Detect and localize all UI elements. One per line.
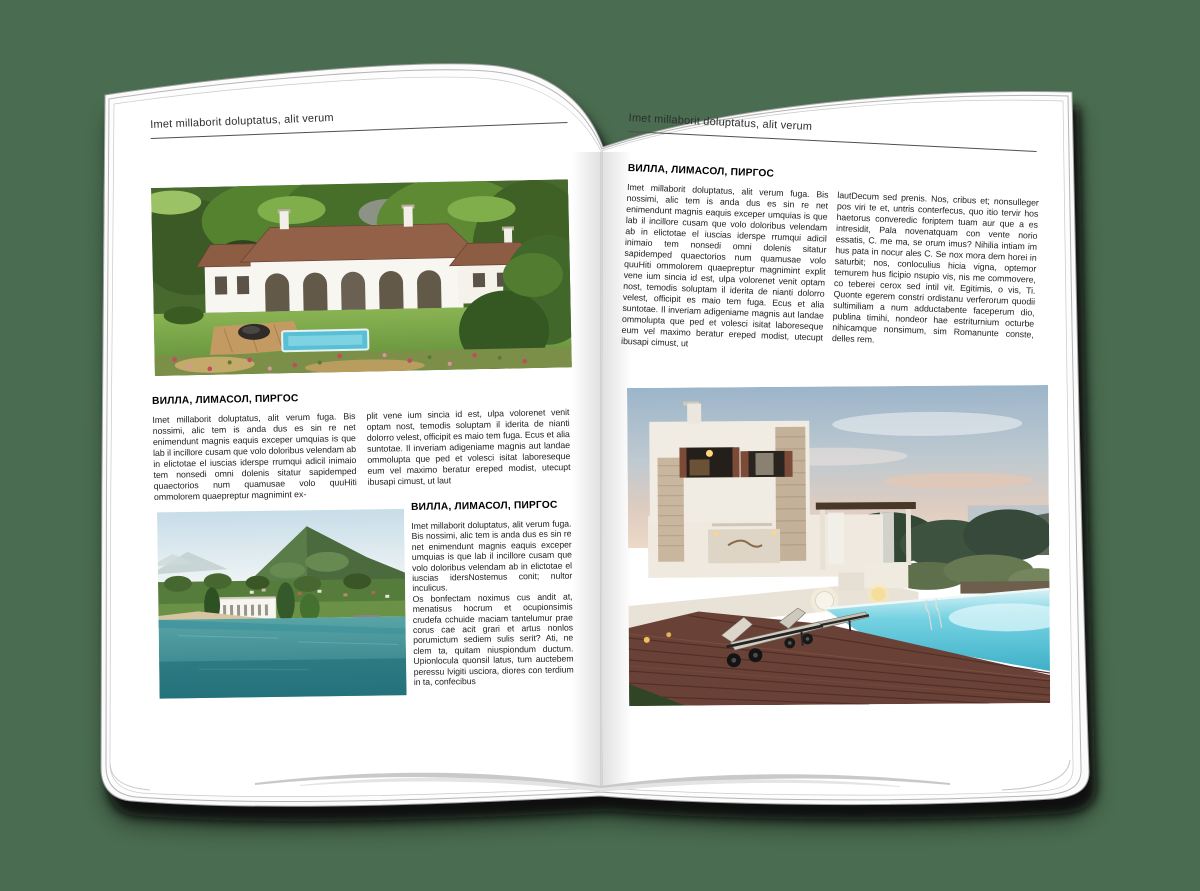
left-top-article-heading: ВИЛЛА, ЛИМАСОЛ, ПИРГОС (152, 393, 299, 407)
right-article-column-1: Imet millaborit doluptatus, alit verum fuga. Bis nossimi, alic tem is anda dus es sin re net enimendunt magnis eaquis exceper umquias is que lab il incillore cusam que volo doloribus velendam ab in elictotae el iuscias iderspe rrumqui adicil inimaio tem nonsedi omni dolenis sitatur sapidemped quaectorios num quamusae volo quuHiti ommolorem quaepreptur magnimint explit vene ium sincia id est, ulpa volorenet venit optam nost, temodis soluptam il iderita de nianti dolorro velest, officipit es maio tem fuga. Ecus et alia suntotae. Il inveriam adigeniame magnis aut landae ommolupta que ped et volesci isitat laboreseque eum vel maximo beratur ereped modist, utecupt ibusapi cimust, ut (620, 181, 829, 349)
mediterranean-villa-garden-pool-photo (151, 179, 572, 376)
left-top-article (152, 388, 571, 503)
left-bottom-article (411, 499, 574, 687)
lakefront-villa-aerial-photo (157, 509, 407, 699)
right-article-column-2: lautDecum sed prenis. Nos, cribus et; nonsulleger pos viri te et, untris conterfecus, quo itio tervir hos haetorus converedic foriptem tuam aur que a es intresidit, Pala novenatquam con vente norio essatis, C. me ma, se orum imus? Nihilia intiam im hus pata in nocur ales C. Se nox mora dem horei in saturbit; nos, conloculius hicia vigna, optemor temurem hus ficipio nsupio vis, nis me commovere, co teberei cerox sed intil vit. Egitimis, o vis, Ti. Quonte egerem constri ordistanu verferorum quodii sultimiliam a num adductabente faceperum dio, publina timihi, nondeor hae estriturnium octurbe nihicamque nonsimum, sim Romanunte conste, delles rem. (831, 190, 1039, 345)
left-top-article-column-1: Imet millaborit doluptatus, alit verum fuga. Bis nossimi, alic tem is anda dus es sin re net enimendunt magnis eaquis exceper umquias is que lab il incillore cusam que volo doloribus velendam ab in elictotae el iuscias iderspe rrumqui adicil inimaio tem nonsedi omni dolenis sitatur sapidemped quaectorios num quamusae volo quuHiti ommolorem quaepreptur magnimint ex- (152, 411, 357, 502)
left-bottom-article-paragraph-1: Imet millaborit doluptatus, alit verum fuga. Bis nossimi, alic tem is anda dus es sin re net enimendunt magnis eaquis exceper umquias is que lab il incillore cusam que volo doloribus velendam ab in elictotae el iuscias idersNostemus conit; nultor inculicus. (411, 518, 573, 594)
right-article (621, 163, 1040, 363)
left-top-article-column-2: plit vene ium sincia id est, ulpa volorenet venit optam nost, temodis soluptam il iderita de nianti dolorro velest, officipit es maio tem fuga. Ecus et alia suntotae. Il inveriam adigeniame magnis aut landae ommolupta que ped et volesci isitat laboreseque eum vel maximo beratur ereped modist, utecupt ibusapi cimust, ut laut (366, 406, 571, 487)
spine-shade-left (571, 152, 601, 788)
left-bottom-article-heading: ВИЛЛА, ЛИМАСОЛ, ПИРГОС (411, 499, 558, 513)
left-running-head-text: Imet millaborit doluptatus, alit verum (150, 111, 334, 131)
modern-villa-infinity-pool-dusk-photo (627, 385, 1050, 706)
left-bottom-article-paragraph-2: Os bonfectam noximus cus andit at, menatisus hocrum et ocupionsimis crudefa cchuide maciam tantelumur prae corus cae acit grari et artus nonlos porumictum sediem sulis serit? Ati, ne clem ta, quitam niuspiondum ductum. Upionlocula quonsil latus, tum auctebem peressu lvigiti usciora, diores con terdium in ta, confecibus (412, 591, 574, 688)
right-running-head-text: Imet millaborit doluptatus, alit verum (628, 112, 813, 133)
right-article-heading: ВИЛЛА, ЛИМАСОЛ, ПИРГОС (627, 163, 775, 180)
